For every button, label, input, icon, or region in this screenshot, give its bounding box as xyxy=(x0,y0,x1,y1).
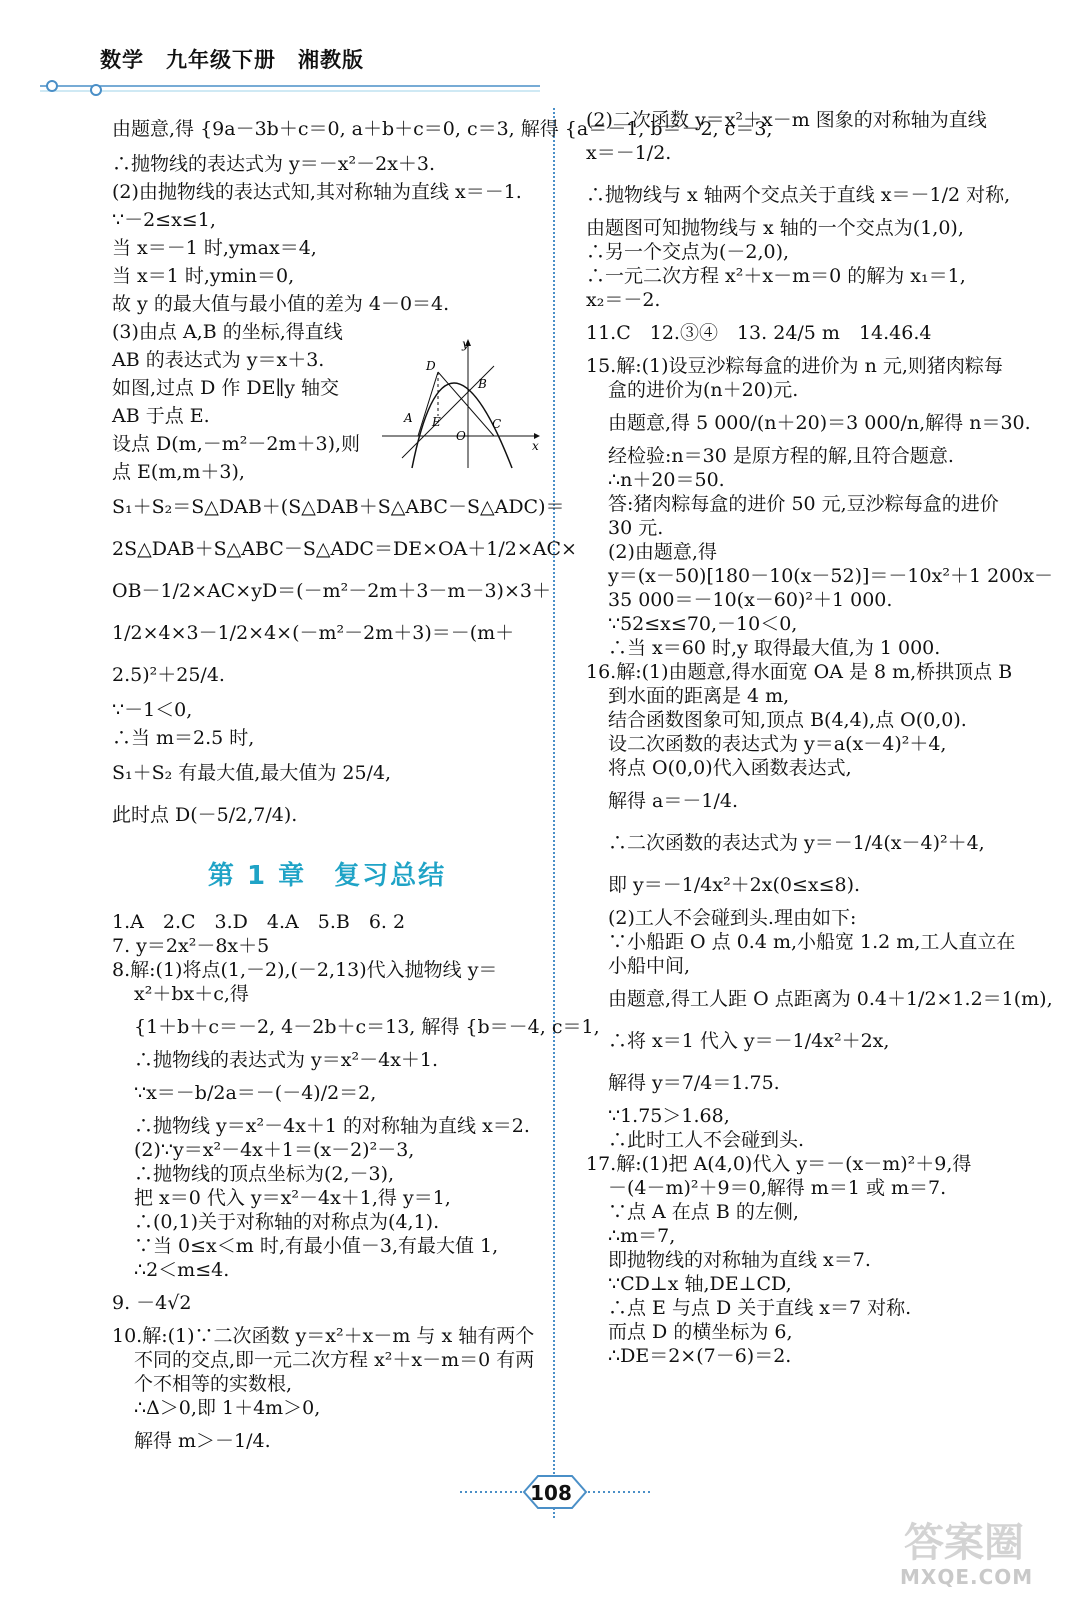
text-line: 30 元. xyxy=(608,517,664,539)
text-line: 35 000＝－10(x－60)²＋1 000. xyxy=(608,589,893,611)
text-line: ∵x＝－b/2a＝－(－4)/2＝2, xyxy=(134,1082,377,1104)
label-e: E xyxy=(432,415,441,429)
text-line: S₁＋S₂ 有最大值,最大值为 25/4, xyxy=(112,762,392,784)
text-line: (2)由抛物线的表达式知,其对称轴为直线 x＝－1. xyxy=(112,181,522,203)
header-decoration xyxy=(40,78,540,100)
text-line: 设二次函数的表达式为 y＝a(x－4)²＋4, xyxy=(608,733,947,755)
text-line: 1.A 2.C 3.D 4.A 5.B 6. 2 xyxy=(112,911,406,933)
text-line: 即 y＝－1/4x²＋2x(0≤x≤8). xyxy=(608,874,861,896)
text-line: 如图,过点 D 作 DE∥y 轴交 xyxy=(112,377,340,399)
book-header: 数学 九年级下册 湘教版 xyxy=(100,48,364,72)
text-line: x₂＝－2. xyxy=(586,289,661,311)
text-line: 9. －4√2 xyxy=(112,1292,192,1314)
label-x: x xyxy=(532,439,539,453)
text-line: 11.C 12.③④ 13. 24/5 m 14.46.4 xyxy=(586,322,932,344)
text-line: ∴点 E 与点 D 关于直线 x＝7 对称. xyxy=(608,1297,912,1319)
text-line: ∴抛物线的表达式为 y＝x²－4x＋1. xyxy=(134,1049,439,1071)
text-line: {1＋b＋c＝－2, 4－2b＋c＝13, 解得 {b＝－4, c＝1, xyxy=(134,1016,600,1038)
text-line: S₁＋S₂＝S△DAB＋(S△DAB＋S△ABC－S△ADC)＝ xyxy=(112,496,565,518)
text-line: x²＋bx＋c,得 xyxy=(134,983,249,1005)
text-line: 经检验:n＝30 是原方程的解,且符合题意. xyxy=(608,445,954,467)
text-line: ∴(0,1)关于对称轴的对称点为(4,1). xyxy=(134,1211,440,1233)
text-line: 由题意,得 {9a－3b＋c＝0, a＋b＋c＝0, c＝3, 解得 {a＝－1, b＝－2, c＝3, xyxy=(112,118,773,140)
text-line: ∴m＝7, xyxy=(608,1225,676,1247)
label-y: y xyxy=(462,338,469,351)
text-line: －(4－m)²＋9＝0,解得 m＝1 或 m＝7. xyxy=(608,1177,947,1199)
text-line: 8.解:(1)将点(1,－2),(－2,13)代入抛物线 y＝ xyxy=(112,959,498,981)
text-line: ∴抛物线 y＝x²－4x＋1 的对称轴为直线 x＝2. xyxy=(134,1115,530,1137)
text-line: ∴抛物线的顶点坐标为(2,－3), xyxy=(134,1163,395,1185)
text-line: ∴DE＝2×(7－6)＝2. xyxy=(608,1345,792,1367)
text-line: ∵CD⊥x 轴,DE⊥CD, xyxy=(608,1273,792,1295)
label-d: D xyxy=(426,359,436,373)
text-line: 个不相等的实数根, xyxy=(134,1373,293,1395)
text-line: 结合函数图象可知,顶点 B(4,4),点 O(0,0). xyxy=(608,709,967,731)
text-line: 16.解:(1)由题意,得水面宽 OA 是 8 m,桥拱顶点 B xyxy=(586,661,1013,683)
watermark-url: MXQE.COM xyxy=(900,1565,1034,1589)
text-line: ∵－1＜0, xyxy=(112,699,193,721)
chapter-title: 第 1 章 复习总结 xyxy=(207,861,447,891)
text-line: 到水面的距离是 4 m, xyxy=(608,685,790,707)
text-line: 不同的交点,即一元二次方程 x²＋x－m＝0 有两 xyxy=(134,1349,535,1371)
text-line: ∵点 A 在点 B 的左侧, xyxy=(608,1201,799,1223)
text-line: 设点 D(m,－m²－2m＋3),则 xyxy=(112,433,361,455)
text-line: ∴此时工人不会碰到头. xyxy=(608,1129,805,1151)
page-number: 108 xyxy=(530,1481,572,1505)
column-divider xyxy=(553,108,555,1518)
text-line: (2)由题意,得 xyxy=(608,541,717,563)
text-line: x＝－1/2. xyxy=(586,142,672,164)
text-line: (2)工人不会碰到头.理由如下: xyxy=(608,907,857,929)
text-line: ∴当 m＝2.5 时, xyxy=(112,727,255,749)
text-line: 将点 O(0,0)代入函数表达式, xyxy=(608,757,852,779)
text-line: ∴另一个交点为(－2,0), xyxy=(586,241,790,263)
label-c: C xyxy=(492,417,502,431)
text-line: 由题图可知抛物线与 x 轴的一个交点为(1,0), xyxy=(586,217,964,239)
text-line: ∴二次函数的表达式为 y＝－1/4(x－4)²＋4, xyxy=(608,832,985,854)
text-line: ∴抛物线与 x 轴两个交点关于直线 x＝－1/2 对称, xyxy=(586,184,1011,206)
text-line: ∵小船距 O 点 0.4 m,小船宽 1.2 m,工人直立在 xyxy=(608,931,1016,953)
text-line: 由题意,得 5 000/(n＋20)＝3 000/n,解得 n＝30. xyxy=(608,412,1031,434)
text-line: ∵52≤x≤70,－10＜0, xyxy=(608,613,798,635)
text-line: 而点 D 的横坐标为 6, xyxy=(608,1321,793,1343)
text-line: 当 x＝－1 时,ymax＝4, xyxy=(112,237,317,259)
text-line: AB 于点 E. xyxy=(112,405,210,427)
text-line: 小船中间, xyxy=(608,955,691,977)
text-line: ∴n＋20＝50. xyxy=(608,469,725,491)
text-line: 点 E(m,m＋3), xyxy=(112,461,245,483)
text-line: 把 x＝0 代入 y＝x²－4x＋1,得 y＝1, xyxy=(134,1187,451,1209)
text-line: (2)二次函数 y＝x²＋x－m 图象的对称轴为直线 xyxy=(586,109,987,131)
text-line: 当 x＝1 时,ymin＝0, xyxy=(112,265,295,287)
text-line: 17.解:(1)把 A(4,0)代入 y＝－(x－m)²＋9,得 xyxy=(586,1153,972,1175)
text-line: 解得 y＝7/4＝1.75. xyxy=(608,1072,780,1094)
text-line: ∵当 0≤x＜m 时,有最小值－3,有最大值 1, xyxy=(134,1235,499,1257)
text-line: ∴将 x＝1 代入 y＝－1/4x²＋2x, xyxy=(608,1030,890,1052)
parabola-figure xyxy=(382,338,542,470)
text-line: 15.解:(1)设豆沙粽每盒的进价为 n 元,则猪肉粽每 xyxy=(586,355,1003,377)
text-line: ∵1.75＞1.68, xyxy=(608,1105,730,1127)
text-line: 答:猪肉粽每盒的进价 50 元,豆沙粽每盒的进价 xyxy=(608,493,999,515)
text-line: 盒的进价为(n＋20)元. xyxy=(608,379,799,401)
text-line: ∴一元二次方程 x²＋x－m＝0 的解为 x₁＝1, xyxy=(586,265,966,287)
text-line: 由题意,得工人距 O 点距离为 0.4＋1/2×1.2＝1(m), xyxy=(608,988,1053,1010)
text-line: y＝(x－50)[180－10(x－52)]＝－10x²＋1 200x－ xyxy=(608,565,1054,587)
text-line: ∴当 x＝60 时,y 取得最大值,为 1 000. xyxy=(608,637,941,659)
text-line: 即抛物线的对称轴为直线 x＝7. xyxy=(608,1249,871,1271)
text-line: ∴Δ＞0,即 1＋4m＞0, xyxy=(134,1397,321,1419)
watermark-logo-text: 答案圈 xyxy=(904,1520,1024,1566)
text-line: ∴抛物线的表达式为 y＝－x²－2x＋3. xyxy=(112,153,436,175)
text-line: 10.解:(1)∵二次函数 y＝x²＋x－m 与 x 轴有两个 xyxy=(112,1325,535,1347)
label-a: A xyxy=(404,411,413,425)
text-line: 7. y＝2x²－8x＋5 xyxy=(112,935,270,957)
text-line: 2.5)²＋25/4. xyxy=(112,664,225,686)
text-line: ∴2＜m≤4. xyxy=(134,1259,230,1281)
label-o: O xyxy=(456,429,466,443)
text-line: 解得 a＝－1/4. xyxy=(608,790,738,812)
text-line: 此时点 D(－5/2,7/4). xyxy=(112,804,298,826)
text-line: 解得 m＞－1/4. xyxy=(134,1430,271,1452)
right-column xyxy=(586,108,1056,1368)
label-b: B xyxy=(478,377,487,391)
text-line: ∵－2≤x≤1, xyxy=(112,209,216,231)
text-line: OB－1/2×AC×yD＝(－m²－2m＋3－m－3)×3＋ xyxy=(112,580,551,602)
text-line: AB 的表达式为 y＝x＋3. xyxy=(112,349,325,371)
text-line: 故 y 的最大值与最小值的差为 4－0＝4. xyxy=(112,293,450,315)
text-line: 2S△DAB＋S△ABC－S△ADC＝DE×OA＋1/2×AC× xyxy=(112,538,577,560)
text-line: (2)∵y＝x²－4x＋1＝(x－2)²－3, xyxy=(134,1139,415,1161)
text-line: 1/2×4×3－1/2×4×(－m²－2m＋3)＝－(m＋ xyxy=(112,622,515,644)
text-line: (3)由点 A,B 的坐标,得直线 xyxy=(112,321,343,343)
